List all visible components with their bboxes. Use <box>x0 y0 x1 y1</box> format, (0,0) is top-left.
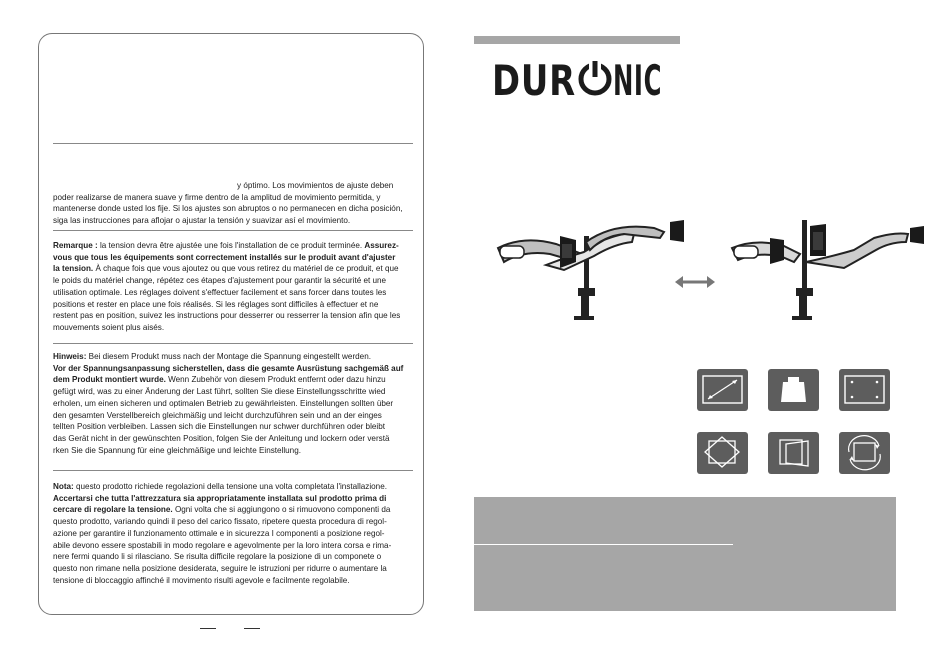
section-divider <box>53 143 413 144</box>
section-divider <box>53 230 413 231</box>
power-icon <box>581 59 609 93</box>
spanish-line: poder realizarse de manera suave y firme dentro de la amplitud de movimiento permitida, y <box>53 192 381 202</box>
french-notice <box>53 240 418 334</box>
info-divider <box>474 544 733 545</box>
spanish-line: y óptimo. Los movimientos de ajuste deben <box>237 181 394 190</box>
info-box <box>474 497 896 611</box>
section-divider <box>53 343 413 344</box>
french-label: Remarque : <box>53 241 98 250</box>
french-line: mouvements soient plus aisés. <box>53 322 165 332</box>
german-line: rken Sie die Spannung für eine gleichmäßige und leichte Einstellung. <box>53 445 301 455</box>
weight-tile <box>768 369 819 411</box>
french-line: À chaque fois que vous ajoutez ou que vous retirez du matériel de ce produit, et que <box>93 264 399 274</box>
italian-line: azione per garantire il funzionamento ottimale e in sicurezza I componenti a posizione regol- <box>53 528 385 538</box>
french-line: vous que tous les équipements sont correctement installés sur le produit avant d'ajuster <box>53 252 396 262</box>
italian-line: Ogni volta che si aggiungono o si rimuovono componenti da <box>172 505 391 515</box>
tilt-tile <box>697 432 748 474</box>
german-line: erholen, um einen sicheren und optimalen Betrieb zu gewährleisten. Einstellungen sollten über <box>53 398 394 408</box>
monitor-arm-product-b <box>732 220 924 320</box>
svg-text:NIC: NIC <box>613 56 662 105</box>
italian-notice <box>53 481 418 586</box>
italian-line: abile devono essere spostabili in modo regolare e agevolmente per la loro intera corsa e rima- <box>53 540 392 550</box>
vesa-pattern-tile <box>839 369 890 411</box>
italian-line: Accertarsi che tutta l'attrezzatura sia appropriatamente installata sul prodotto prima di <box>53 493 387 503</box>
svg-text:DUR: DUR <box>492 56 576 105</box>
tilt-icon <box>697 432 748 474</box>
german-line: Wenn Zubehör von diesem Produkt entfernt oder dazu hinzu <box>165 375 386 385</box>
german-line: dem Produkt montiert wurde. <box>53 375 166 385</box>
italian-line: tensione di bloccaggio affinché il movimento risulti agevole e facilmente regolabile. <box>53 575 350 585</box>
german-label: Hinweis: <box>53 352 87 361</box>
logo-wordmark <box>492 56 662 105</box>
swivel-tile <box>768 432 819 474</box>
german-line: den gesamten Verstellbereich gleichmäßig und leicht durchzuführen sein und an der einges <box>53 410 382 420</box>
italian-line: nere fermi quando li si rilasciano. Se risulta difficile regolare la posizione di un componete o <box>53 552 382 562</box>
french-line: utilisation optimale. Les réglages doivent s'effectuer facilement et sans forcer dans toutes les <box>53 287 387 297</box>
duronic-logo <box>492 56 662 113</box>
left-page-panel <box>38 33 424 615</box>
french-line: la tension devra être ajustée une fois l'installation de ce produit terminée. <box>97 241 365 250</box>
german-line: tellten Position verbleiben. Lassen sich die Einstellungen nur schwer durchführen oder bleibt <box>53 422 385 432</box>
screen-size-tile <box>697 369 748 411</box>
monitor-arm-illustrations <box>494 210 930 330</box>
italian-line: questo prodotto richiede regolazioni della tensione una volta completata l'installazione. <box>73 482 387 491</box>
italian-line: questo non rimane nella posizione desiderata, seguire le istruzioni per ridurre o aumentare la <box>53 563 387 573</box>
rotate-tile <box>839 432 890 474</box>
section-divider <box>53 470 413 471</box>
german-line: das Gerät nicht in der gewünschten Position, folgen Sie der Anleitung und lockern oder verstä <box>53 433 390 443</box>
monitor-arm-product-a <box>498 220 684 320</box>
french-line: restent pas en position, suivez les instructions pour desserrer ou resserrer la tension afin que les <box>53 311 401 321</box>
screen-size-icon <box>697 369 748 411</box>
french-line: Assurez- <box>364 241 399 250</box>
double-arrow-icon <box>675 275 715 289</box>
header-bar <box>474 36 680 44</box>
french-line: le poids du matériel change, répétez ces étapes d'ajustement pour garantir la sécurité et une <box>53 276 387 286</box>
spanish-notice <box>53 180 418 227</box>
german-line: gefügt wird, was zu einer Änderung der Last führt, sollten Sie diese Einstellungsschritte wied <box>53 387 386 397</box>
weight-icon <box>768 369 819 411</box>
french-line: positions et rester en place une fois réalisés. Si les réglages sont difficiles à effectuer et ne <box>53 299 379 309</box>
spanish-line: siga las instrucciones para aflojar o ajustar la tensión y suavizar así el movimiento. <box>53 216 351 226</box>
italian-line: cercare di regolare la tensione. <box>53 505 173 515</box>
vesa-pattern-icon <box>839 369 890 411</box>
rotate-icon <box>839 432 890 474</box>
italian-line: questo prodotto, variando quindi il peso del carico fissato, ripetere questa procedura di regol- <box>53 517 387 527</box>
german-line: Bei diesem Produkt muss nach der Montage die Spannung eingestellt werden. <box>86 352 371 361</box>
swivel-icon <box>768 432 819 474</box>
spanish-line: mantenerse donde usted los fije. Si los ajustes son abruptos o no permanecen en dicha posición, <box>53 204 403 214</box>
italian-label: Nota: <box>53 482 74 491</box>
german-notice <box>53 351 418 456</box>
french-line: la tension. <box>53 264 94 274</box>
german-line: Vor der Spannungsanpassung sicherstellen, dass die gesamte Ausrüstung sachgemäß auf <box>53 363 404 373</box>
